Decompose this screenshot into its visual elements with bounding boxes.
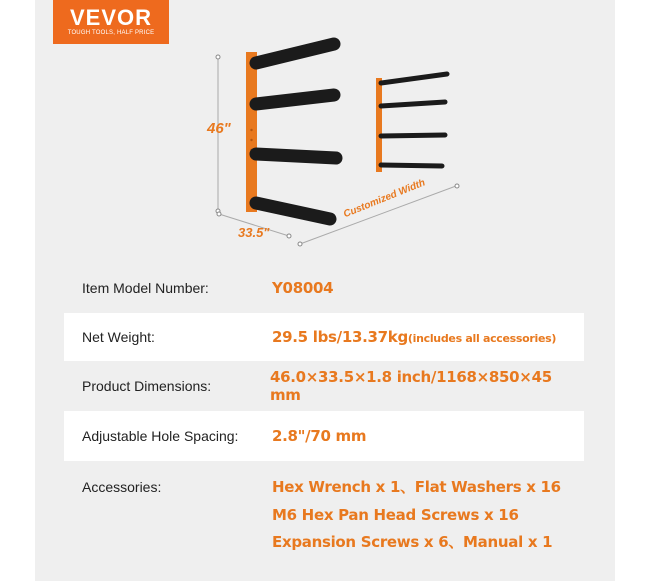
accessories-list [272, 474, 561, 557]
height-label: 46" [207, 120, 231, 137]
large-rack [246, 44, 336, 219]
depth-label: 33.5" [238, 225, 270, 240]
weight-note: (includes all accessories) [407, 332, 557, 345]
spec-row-hole-spacing [64, 411, 584, 461]
weight-value-group [272, 328, 556, 346]
hole-spacing-value: 2.8"/70 mm [272, 427, 367, 445]
brand-tagline: TOUGH TOOLS, HALF PRICE [67, 30, 155, 36]
brand-name: VEVOR [69, 5, 153, 30]
model-value: Y08004 [272, 279, 334, 297]
rack-arms [256, 44, 336, 219]
dimensions-label: Product Dimensions: [82, 378, 212, 394]
spec-row-dimensions [64, 363, 584, 409]
rack-arms-small [381, 74, 447, 166]
width-label: Customized Width [342, 177, 427, 221]
spec-row-weight [64, 313, 584, 361]
spec-row-accessories [64, 474, 584, 556]
weight-value: 29.5 lbs/13.37kg [272, 328, 408, 346]
rack-diagram [0, 0, 650, 260]
accessories-line: M6 Hex Pan Head Screws x 16 [272, 505, 519, 524]
rack-upright-small [376, 78, 382, 172]
dimensions-value: 46.0×33.5×1.8 inch/1168×850×45 mm [269, 368, 552, 404]
accessories-line: Hex Wrench x 1、Flat Washers x 16 [272, 478, 561, 496]
hole-spacing-label: Adjustable Hole Spacing: [82, 428, 239, 444]
accessories-line: Expansion Screws x 6、Manual x 1 [272, 533, 553, 551]
accessories-label: Accessories: [82, 479, 162, 495]
model-label: Item Model Number: [82, 280, 209, 296]
rack-upright [246, 52, 257, 212]
spec-row-model [64, 265, 584, 311]
weight-label: Net Weight: [82, 329, 155, 345]
small-rack [376, 74, 447, 172]
